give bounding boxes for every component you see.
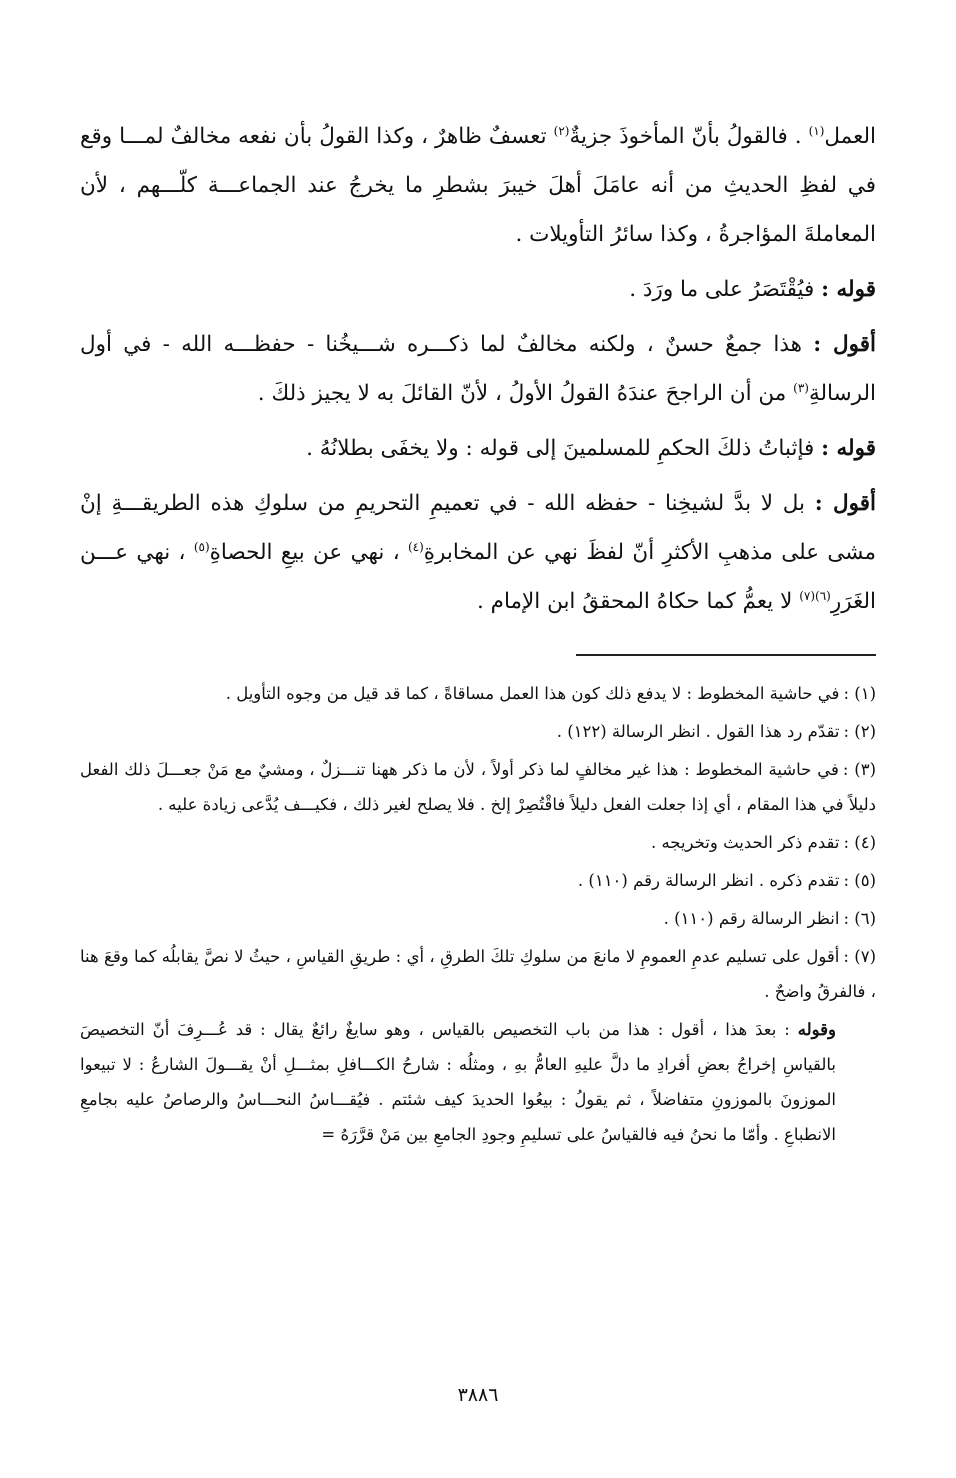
quote-label: قوله : [821,277,876,302]
quote-text: فيُقْتَصَرُ على ما ورَدَ . [629,277,822,302]
footnote-ref-3[interactable]: (٣) [793,380,809,395]
text-run: العمل [824,124,876,149]
footnote-ref-2[interactable]: (٢) [553,123,570,138]
text-run: لا يعمُّ كما حكاهُ المحققُ ابن الإمام . [476,589,800,614]
footnote-text: في حاشية المخطوط : لا يدفع ذلك كون هذا العمل مساقاةً ، كما قد قيل من وجوه التأويل . [225,684,840,703]
response-label: أقول : [814,491,876,516]
footnote-ref-1[interactable]: (١) [808,123,825,138]
footnote-text: انظر الرسالة رقم (١١٠) . [663,909,840,928]
footnote-text: أقول على تسليم عدمِ العمومِ لا مانعَ من سلوكِ تلكَ الطرقِ ، أي : طريقِ القياسِ ، حيثُ لا نصَّ يقابلُه كما وقعَ هنا ، فالفرقُ واضحٌ . [80,947,876,1001]
response-paragraph-1 [80,320,876,418]
footnote-text: تقدم ذكر الحديث وتخريجه . [650,833,840,852]
footnotes-block [80,676,876,1155]
footnote-separator [576,654,876,656]
quote-text: فإثباتُ ذلكَ الحكمِ للمسلمينَ إلى قوله : ولا يخفَى بطلانُهُ . [306,436,822,461]
footnote-6 [80,901,876,936]
footnote-number: (٥) : [843,871,876,890]
text-run: من أن الراجحَ عندَهُ القولُ الأولُ ، لأنّ القائلَ به لا يجيز ذلكَ . [257,381,794,406]
quote-paragraph-1 [80,265,876,314]
footnote-3 [80,752,876,822]
footnote-2 [80,714,876,749]
footnote-4 [80,825,876,860]
footnote-7-continuation [80,1012,876,1152]
text-run: هذا جمعٌ حسنٌ ، ولكنه مخالفٌ لما ذكـــره شـــيخُنا - حفظـــه الله - في أول الرسالةِ [80,332,876,406]
footnote-ref-4[interactable]: (٤) [407,539,424,554]
text-run: تعسفٌ ظاهرٌ ، وكذا القولُ بأن نفعه مخالفٌ لمـــا وقع في لفظِ الحديثِ من أنه عامَلَ أهلَ خيبرَ بشطرِ ما يخرجُ عند الجماعـــة كلّـــهم ، لأن المعاملةَ المؤاجرةُ ، وكذا سائرُ التأويلات . [80,124,876,247]
quote-paragraph-2 [80,424,876,473]
footnote-number: (٧) : [843,947,876,966]
footnote-text: : بعدَ هذا ، أقول : هذا من باب التخصيص بالقياس ، وهو سايغٌ رائعٌ يقال : قد عُـــرِفَ أنّ التخصيصَ بالقياسِ إخراجُ بعضِ أفرادِ ما دلَّ عليهِ العامُّ بهِ ، ومثلُه : شارحُ الكـــافلِ بمثـــلِ أنْ يقـــولَ الشارعُ : لا تبيعوا الموزونَ بالموزونِ متفاضلاً ، ثم يقولُ : بيعُوا الحديدَ كيف شئتم . فيُقـــاسُ النحـــاسُ والرصاصُ عليه بجامعِ الانطباعِ . وأمّا ما نحنُ فيه فالقياسُ على تسليمِ وجودِ الجامعِ بين مَنْ قرَّرَهُ = [80,1020,836,1144]
footnote-ref-5[interactable]: (٥) [193,539,210,554]
footnote-text: في حاشية المخطوط : هذا غير مخالفٍ لما ذكر أولاً ، لأن ما ذكر ههنا تنـــزلٌ ، ومشيٌ مع مَنْ جعـــلَ ذلك الفعل دليلاً في هذا المقام ، أي إذا جعلت الفعل دليلاً فاقْتُصِرْ إلخ . فلا يصلح لغير ذلك ، فكيـــف يُدَّعى زيادة عليه . [80,760,876,814]
text-run: بل لا بدَّ لشيخِنا - حفظه الله - في تعميمِ التحريمِ من سلوكِ هذه الطريقـــةِ إنْ مشى على مذهبِ الأكثرِ أنّ لفظَ نهي عن المخابرةِ [80,491,876,565]
quote-label: قوله : [821,436,876,461]
footnote-1 [80,676,876,711]
text-run: . فالقولُ بأنّ المأخوذَ جزيةٌ [569,124,809,149]
footnote-ref-6-7[interactable]: (٦)(٧) [799,588,831,603]
text-run: ، نهي عـــن الغَرَرِ [80,540,876,614]
paragraph-1 [80,112,876,259]
footnote-5 [80,863,876,898]
footnote-number: (٣) : [842,760,876,779]
response-paragraph-2 [80,479,876,626]
footnote-text: تقدم ذكره . انظر الرسالة رقم (١١٠) . [577,871,840,890]
footnote-number: (١) : [843,684,876,703]
footnote-label: وقوله [797,1020,836,1039]
main-text-block [80,112,876,632]
response-label: أقول : [813,332,877,357]
text-run: ، نهي عن بيعِ الحصاةِ [209,540,408,565]
footnote-7 [80,939,876,1009]
page-number: ٣٨٨٦ [457,1384,499,1406]
footnote-number: (٤) : [843,833,876,852]
footnote-number: (٢) : [843,722,876,741]
footnote-number: (٦) : [843,909,876,928]
footnote-text: تقدّم رد هذا القول . انظر الرسالة (١٢٢) . [556,722,840,741]
